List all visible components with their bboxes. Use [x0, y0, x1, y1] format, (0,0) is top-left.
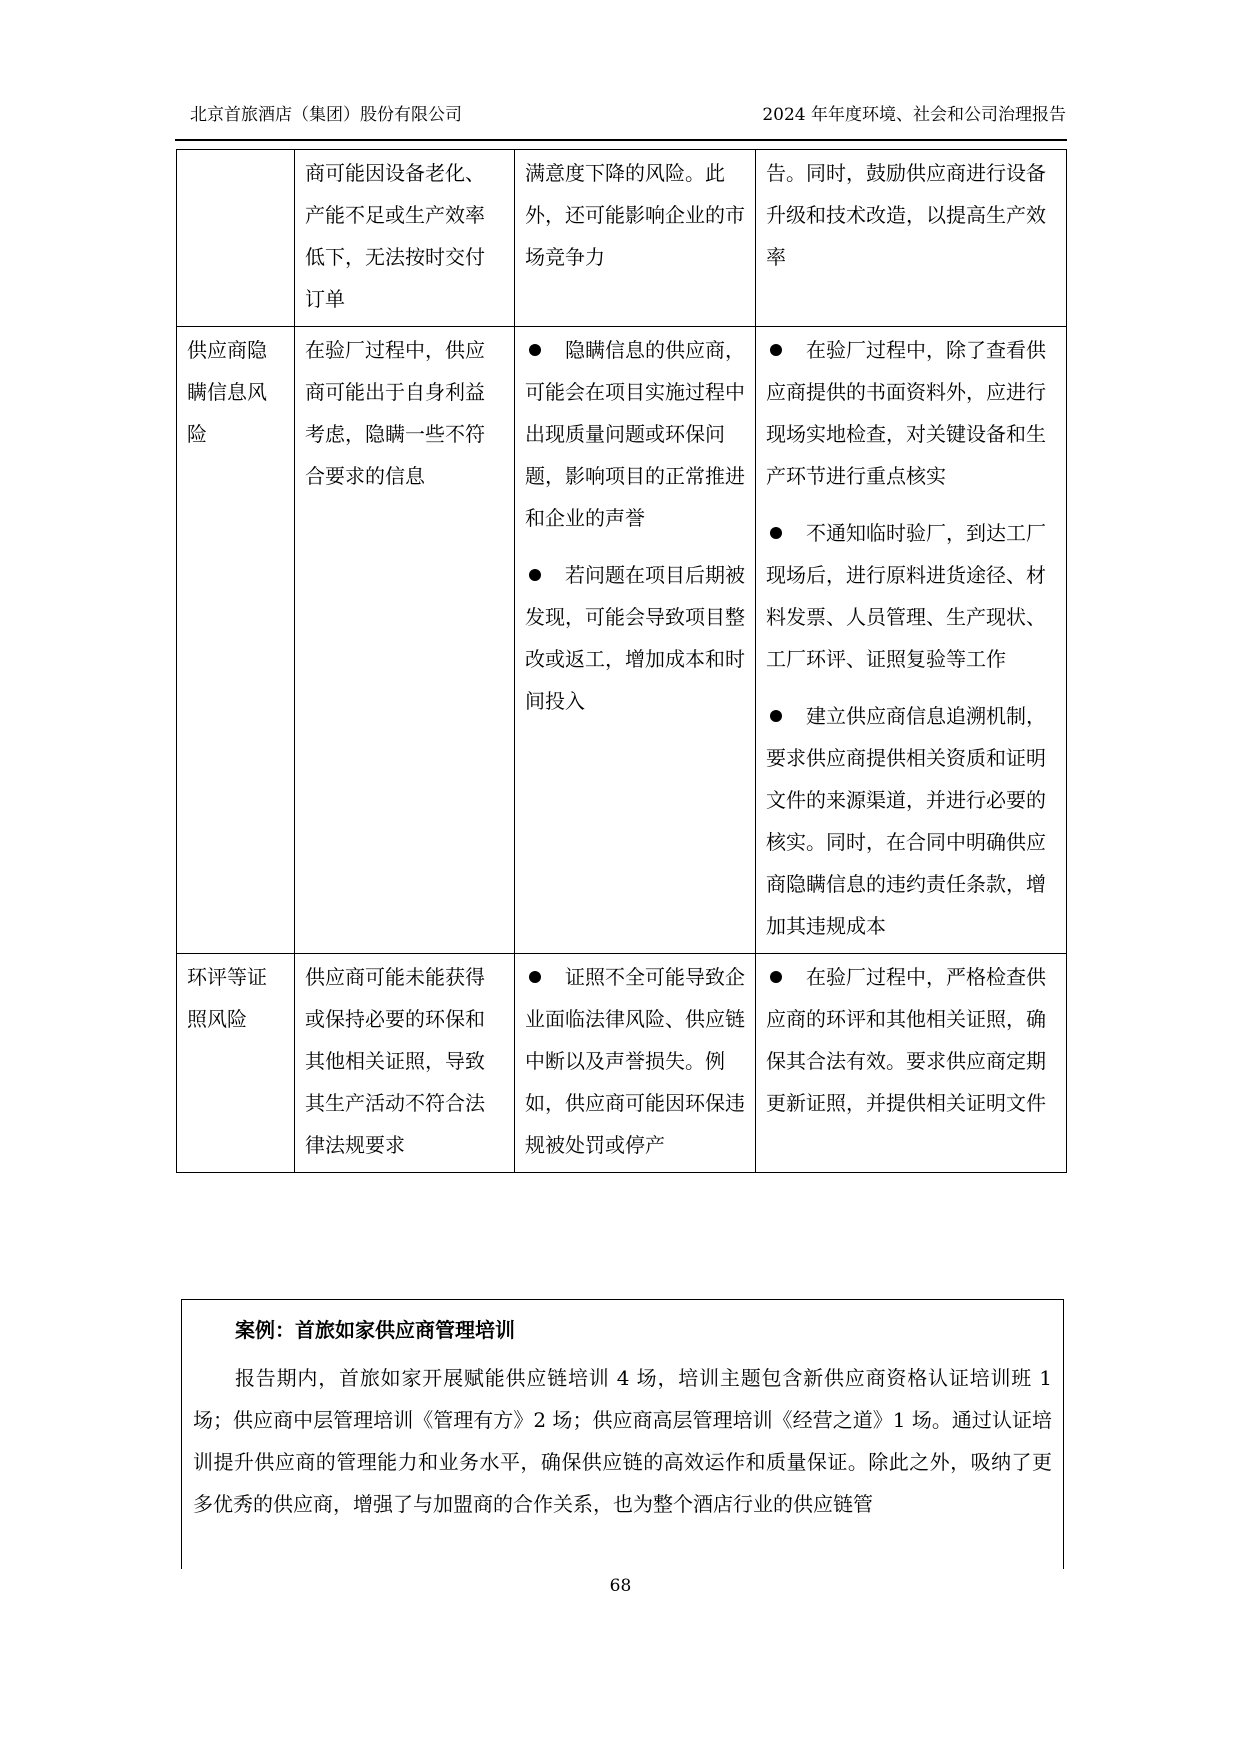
header-company: 北京首旅酒店（集团）股份有限公司: [190, 105, 462, 125]
measure-item-text: 在验厂过程中，除了查看供应商提供的书面资料外，应进行现场实地检查，对关键设备和生产环节进行重点核实: [766, 338, 1046, 488]
risk-measure-cell: [756, 954, 1067, 1173]
measure-item: [766, 512, 1056, 680]
risk-impact-cell: [515, 954, 756, 1173]
bullet-icon: [529, 569, 541, 581]
page-number: 68: [609, 1576, 632, 1596]
measure-item: [766, 329, 1056, 497]
impact-item: [525, 554, 745, 722]
table-row: [177, 954, 1067, 1173]
bullet-icon: [770, 971, 782, 983]
risk-table-body: [177, 150, 1067, 1173]
risk-description-cell: 在验厂过程中，供应商可能出于自身利益考虑，隐瞒一些不符合要求的信息: [295, 327, 515, 954]
impact-item-text: 证照不全可能导致企业面临法律风险、供应链中断以及声誉损失。例如，供应商可能因环保违规被处罚或停产: [525, 965, 745, 1157]
table-row: [177, 150, 1067, 327]
bullet-icon: [529, 971, 541, 983]
risk-description-cell: 供应商可能未能获得或保持必要的环保和其他相关证照，导致其生产活动不符合法律法规要求: [295, 954, 515, 1173]
measure-item-text: 建立供应商信息追溯机制，要求供应商提供相关资质和证明文件的来源渠道，并进行必要的核实。同时，在合同中明确供应商隐瞒信息的违约责任条款，增加其违规成本: [766, 704, 1046, 938]
measure-item: [766, 956, 1056, 1124]
risk-name-cell: [177, 150, 295, 327]
measure-item-text: 不通知临时验厂，到达工厂现场后，进行原料进货途径、材料发票、人员管理、生产现状、工厂环评、证照复验等工作: [766, 521, 1046, 671]
risk-name-cell: 供应商隐瞒信息风险: [177, 327, 295, 954]
impact-item-text: 满意度下降的风险。此外，还可能影响企业的市场竞争力: [525, 161, 745, 269]
measure-item: [766, 152, 1056, 278]
case-body: 报告期内，首旅如家开展赋能供应链培训 4 场，培训主题包含新供应商资格认证培训班 1 场；供应商中层管理培训《管理有方》2 场；供应商高层管理培训《经营之道》1 场。通过认证培训提升供应商的管理能力和业务水平，确保供应链的高效运作和质量保证。除此之外，吸纳了更多优秀的供应商，增强了与加盟商的合作关系，也为整个酒店行业的供应链管: [193, 1366, 1052, 1516]
case-title: 案例：首旅如家供应商管理培训: [235, 1318, 515, 1342]
risk-name-cell: 环评等证照风险: [177, 954, 295, 1173]
bullet-icon: [529, 344, 541, 356]
bullet-icon: [770, 527, 782, 539]
measure-item-text: 在验厂过程中，严格检查供应商的环评和其他相关证照，确保其合法有效。要求供应商定期更新证照，并提供相关证明文件: [766, 965, 1046, 1115]
header-divider: [175, 139, 1067, 141]
header-report-title: 2024 年年度环境、社会和公司治理报告: [762, 105, 1066, 125]
measure-item-text: 告。同时，鼓励供应商进行设备升级和技术改造，以提高生产效率: [766, 161, 1046, 269]
bullet-icon: [770, 710, 782, 722]
risk-impact-cell: [515, 327, 756, 954]
risk-measure-cell: [756, 150, 1067, 327]
bullet-icon: [770, 344, 782, 356]
impact-item-text: 隐瞒信息的供应商，可能会在项目实施过程中出现质量问题或环保问题，影响项目的正常推进和企业的声誉: [525, 338, 745, 530]
risk-table: [176, 149, 1067, 1173]
impact-item: [525, 329, 745, 539]
table-row: [177, 327, 1067, 954]
impact-item: [525, 956, 745, 1166]
impact-item-text: 若问题在项目后期被发现，可能会导致项目整改或返工，增加成本和时间投入: [525, 563, 745, 713]
risk-impact-cell: [515, 150, 756, 327]
impact-item: [525, 152, 745, 278]
measure-item: [766, 695, 1056, 947]
risk-measure-cell: [756, 327, 1067, 954]
case-box: [181, 1299, 1064, 1569]
risk-description-cell: 商可能因设备老化、产能不足或生产效率低下，无法按时交付订单: [295, 150, 515, 327]
